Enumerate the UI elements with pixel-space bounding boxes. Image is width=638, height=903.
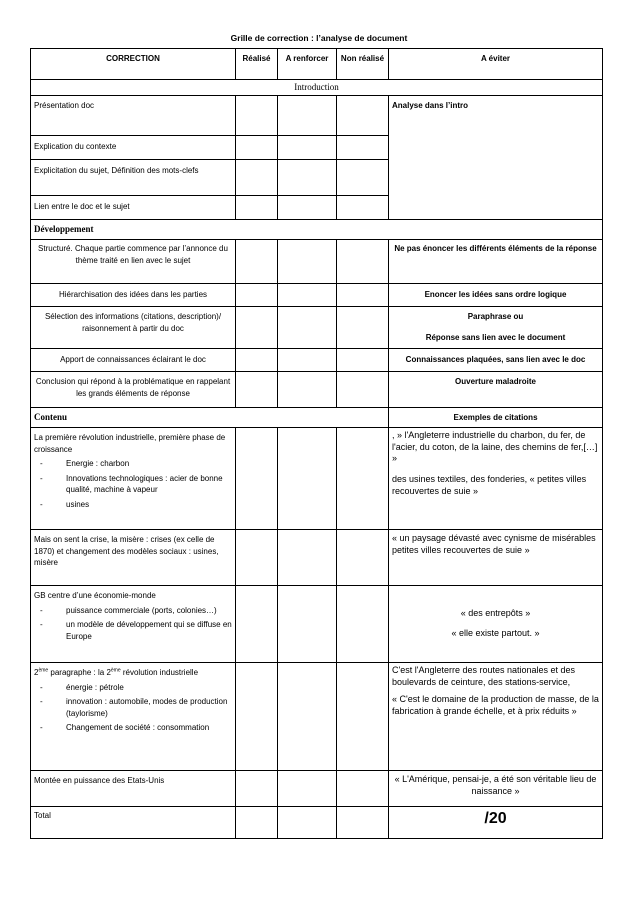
avoid-cell: Connaissances plaquées, sans lien avec le doc [389,349,603,372]
check-renforcer[interactable] [278,663,337,771]
total-row [31,807,603,839]
list-item: - Changement de société : consommation [40,722,232,734]
citation-text: C'est l'Angleterre des routes nationales et des boulevards de ceinture, des stations-service, [392,665,576,687]
check-non-realise[interactable] [337,196,389,220]
check-realise[interactable] [236,136,278,160]
check-realise[interactable] [236,240,278,284]
list-item: - puissance commerciale (ports, colonies…) [40,605,232,617]
criterion-cell: Lien entre le doc et le sujet [31,196,236,220]
criterion-cell [31,586,236,663]
avoid-cell: Ne pas énoncer les différents éléments de la réponse [389,240,603,284]
criterion-cell: Présentation doc [31,96,236,136]
total-label: Total [31,807,236,839]
criterion-list [34,682,232,734]
avoid-cell: Ouverture maladroite [389,372,603,408]
title-sup: ème [110,667,121,674]
list-item: - Innovations technologiques : acier de bonne qualité, machine à vapeur [40,473,232,496]
check-realise[interactable] [236,307,278,349]
check-renforcer[interactable] [278,349,337,372]
check-renforcer[interactable] [278,307,337,349]
table-row [31,307,603,349]
citation-cell: « L'Amérique, pensai-je, a été son véritable lieu de naissance » [389,771,603,807]
check-non-realise[interactable] [337,96,389,136]
criterion-cell: Structuré. Chaque partie commence par l’annonce du thème traité en lien avec le sujet [31,240,236,284]
check-renforcer[interactable] [278,372,337,408]
check-non-realise[interactable] [337,530,389,586]
title-sup: ème [38,667,49,674]
check-non-realise[interactable] [337,240,389,284]
col-realise: Réalisé [236,49,278,80]
check-non-realise[interactable] [337,136,389,160]
section-row-developpement [31,220,603,240]
citation-cell [389,428,603,530]
criterion-cell [31,428,236,530]
check-realise[interactable] [236,96,278,136]
check-renforcer[interactable] [278,284,337,307]
total-score: /20 [389,807,603,839]
check-renforcer[interactable] [278,530,337,586]
table-row [31,771,603,807]
criterion-cell: Mais on sent la crise, la misère : crises (ex celle de 1870) et changement des modèles sociaux : usines, misère [31,530,236,586]
check-renforcer[interactable] [278,771,337,807]
check-realise[interactable] [236,807,278,839]
grading-table [30,48,603,839]
criterion-cell: Hiérarchisation des idées dans les parties [31,284,236,307]
check-renforcer[interactable] [278,428,337,530]
citation-text: « elle existe partout. » [451,627,540,638]
section-row-introduction [31,80,603,96]
table-row [31,284,603,307]
citation-cell [389,663,603,771]
avoid-cell: Enoncer les idées sans ordre logique [389,284,603,307]
check-renforcer[interactable] [278,196,337,220]
avoid-text: Paraphrase ou [467,312,524,322]
check-non-realise[interactable] [337,586,389,663]
citations-header: Exemples de citations [389,408,603,428]
citation-text: « des entrepôts » [460,608,531,619]
document-title: Grille de correction : l’analyse de document [230,33,408,43]
check-realise[interactable] [236,349,278,372]
table-row [31,663,603,771]
citation-text: des usines textiles, des fonderies, « petites villes recouvertes de suie » [392,474,587,496]
list-item: - innovation : automobile, modes de production (taylorisme) [40,696,232,719]
contenu-label: Contenu [31,408,389,428]
check-realise[interactable] [236,428,278,530]
check-realise[interactable] [236,663,278,771]
citation-text: « C'est le domaine de la production de masse, de la fabrication à grande échelle, et à prix réduits » [392,694,599,717]
check-realise[interactable] [236,196,278,220]
col-non-realise: Non réalisé [337,49,389,80]
table-row [31,372,603,408]
check-realise[interactable] [236,284,278,307]
citation-cell: « un paysage dévasté avec cynisme de misérables petites villes recouvertes de suie » [389,530,603,586]
check-renforcer[interactable] [278,136,337,160]
list-item: - usines [40,499,232,511]
criterion-title [34,667,232,679]
check-renforcer[interactable] [278,586,337,663]
list-item: - énergie : pétrole [40,682,232,694]
col-renforcer: A renforcer [278,49,337,80]
list-item: - Energie : charbon [40,458,232,470]
section-row-contenu [31,408,603,428]
criterion-title: GB centre d’une économie-monde [34,591,156,601]
table-row [31,428,603,530]
criterion-cell: Montée en puissance des Etats-Unis [31,771,236,807]
avoid-cell [389,307,603,349]
check-non-realise[interactable] [337,663,389,771]
list-item: - un modèle de développement qui se diffuse en Europe [40,619,232,642]
table-row [31,240,603,284]
introduction-label: Introduction [31,80,603,96]
criterion-cell: Apport de connaissances éclairant le doc [31,349,236,372]
title-part: paragraphe : la 2 [48,668,111,678]
table-row [31,349,603,372]
criterion-cell: Explication du contexte [31,136,236,160]
check-renforcer[interactable] [278,160,337,196]
criterion-list [34,605,232,643]
check-realise[interactable] [236,372,278,408]
criterion-cell: Explicitation du sujet, Définition des mots-clefs [31,160,236,196]
check-non-realise[interactable] [337,160,389,196]
check-non-realise[interactable] [337,428,389,530]
check-renforcer[interactable] [278,240,337,284]
table-row [31,96,603,136]
developpement-label: Développement [31,220,603,240]
check-non-realise[interactable] [337,307,389,349]
criterion-list [34,458,232,510]
check-non-realise[interactable] [337,349,389,372]
title-part: révolution industrielle [120,668,199,678]
check-non-realise[interactable] [337,284,389,307]
header-row [31,49,603,80]
avoid-cell: Analyse dans l’intro [389,96,603,220]
check-non-realise[interactable] [337,771,389,807]
avoid-text: Réponse sans lien avec le document [425,332,566,342]
criterion-cell: Sélection des informations (citations, description)/ raisonnement à partir du doc [31,307,236,349]
col-eviter: A éviter [389,49,603,80]
citation-text: , » l'Angleterre industrielle du charbon, du fer, de l'acier, du coton, de la laine, des chemins de fer,[…] » [392,430,598,464]
check-realise[interactable] [236,771,278,807]
criterion-title: La première révolution industrielle, première phase de croissance [34,433,226,454]
check-renforcer[interactable] [278,96,337,136]
check-non-realise[interactable] [337,372,389,408]
check-realise[interactable] [236,586,278,663]
criterion-cell: Conclusion qui répond à la problématique en rappelant les grands éléments de réponse [31,372,236,408]
criterion-cell [31,663,236,771]
table-row [31,586,603,663]
table-row [31,530,603,586]
check-realise[interactable] [236,530,278,586]
check-realise[interactable] [236,160,278,196]
citation-cell [389,586,603,663]
check-non-realise[interactable] [337,807,389,839]
col-correction: CORRECTION [31,49,236,80]
title-part: 2 [34,668,39,678]
check-renforcer[interactable] [278,807,337,839]
